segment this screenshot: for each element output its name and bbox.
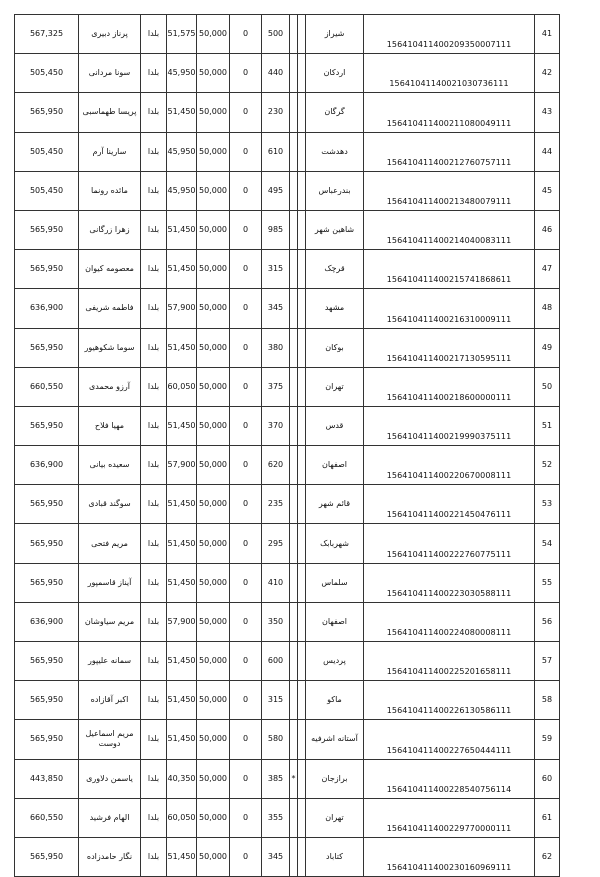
- empty-cell: [298, 132, 306, 171]
- row-number-cell: 55: [535, 563, 560, 602]
- mark-cell: [290, 328, 298, 367]
- status-cell: بلدا: [141, 15, 167, 54]
- person-name-cell: آرزو محمدی: [79, 367, 141, 406]
- person-name-cell: مریم اسماعیل دوست: [79, 720, 141, 759]
- quantity-cell: 315: [262, 250, 290, 289]
- code-cell: 156410411400226130586111: [364, 681, 535, 720]
- quantity-cell: 380: [262, 328, 290, 367]
- empty-cell: [298, 54, 306, 93]
- empty-cell: [298, 328, 306, 367]
- zero-cell: 0: [230, 681, 262, 720]
- person-name-cell: نگار حامدزاده: [79, 837, 141, 876]
- code-cell: 156410411400230160969111: [364, 837, 535, 876]
- amount-a-cell: 45,950: [167, 171, 197, 210]
- amount-a-cell: 57,900: [167, 602, 197, 641]
- table-row: [15, 759, 560, 798]
- table-row: [15, 250, 560, 289]
- code-cell: 156410411400227650444111: [364, 720, 535, 759]
- row-number-cell: 45: [535, 171, 560, 210]
- quantity-cell: 410: [262, 563, 290, 602]
- amount-a-cell: 60,050: [167, 367, 197, 406]
- person-name-cell: مریم سیاوشان: [79, 602, 141, 641]
- records-table: [14, 14, 560, 877]
- quantity-cell: 375: [262, 367, 290, 406]
- table-row: [15, 720, 560, 759]
- zero-cell: 0: [230, 406, 262, 445]
- city-cell: قدس: [306, 406, 364, 445]
- total-amount-cell: 565,950: [15, 837, 79, 876]
- total-amount-cell: 443,850: [15, 759, 79, 798]
- total-amount-cell: 565,950: [15, 563, 79, 602]
- mark-cell: [290, 642, 298, 681]
- zero-cell: 0: [230, 289, 262, 328]
- zero-cell: 0: [230, 15, 262, 54]
- person-name-cell: مریم فتحی: [79, 524, 141, 563]
- code-cell: 156410411400217130595111: [364, 328, 535, 367]
- row-number-cell: 57: [535, 642, 560, 681]
- total-amount-cell: 636,900: [15, 602, 79, 641]
- empty-cell: [298, 563, 306, 602]
- status-cell: بلدا: [141, 54, 167, 93]
- city-cell: شهربابک: [306, 524, 364, 563]
- quantity-cell: 345: [262, 289, 290, 328]
- quantity-cell: 580: [262, 720, 290, 759]
- status-cell: بلدا: [141, 328, 167, 367]
- quantity-cell: 495: [262, 171, 290, 210]
- total-amount-cell: 565,950: [15, 720, 79, 759]
- person-name-cell: سونا مردانی: [79, 54, 141, 93]
- quantity-cell: 500: [262, 15, 290, 54]
- empty-cell: [298, 485, 306, 524]
- empty-cell: [298, 837, 306, 876]
- row-number-cell: 53: [535, 485, 560, 524]
- total-amount-cell: 660,550: [15, 367, 79, 406]
- zero-cell: 0: [230, 132, 262, 171]
- city-cell: آستانه اشرفیه: [306, 720, 364, 759]
- quantity-cell: 370: [262, 406, 290, 445]
- status-cell: بلدا: [141, 798, 167, 837]
- city-cell: شیراز: [306, 15, 364, 54]
- person-name-cell: فاطمه شریفی: [79, 289, 141, 328]
- status-cell: بلدا: [141, 367, 167, 406]
- person-name-cell: مهیا فلاح: [79, 406, 141, 445]
- code-cell: 156410411400221450476111: [364, 485, 535, 524]
- total-amount-cell: 567,325: [15, 15, 79, 54]
- zero-cell: 0: [230, 93, 262, 132]
- person-name-cell: معصومه کیوان: [79, 250, 141, 289]
- code-cell: 156410411400213480079111: [364, 171, 535, 210]
- empty-cell: [298, 759, 306, 798]
- zero-cell: 0: [230, 250, 262, 289]
- zero-cell: 0: [230, 720, 262, 759]
- empty-cell: [298, 15, 306, 54]
- empty-cell: [298, 171, 306, 210]
- status-cell: بلدا: [141, 837, 167, 876]
- table-row: [15, 642, 560, 681]
- document-page: [14, 14, 559, 877]
- zero-cell: 0: [230, 642, 262, 681]
- city-cell: سلماس: [306, 563, 364, 602]
- status-cell: بلدا: [141, 681, 167, 720]
- quantity-cell: 355: [262, 798, 290, 837]
- row-number-cell: 41: [535, 15, 560, 54]
- total-amount-cell: 565,950: [15, 210, 79, 249]
- person-name-cell: پریسا طهماسبی: [79, 93, 141, 132]
- table-row: [15, 563, 560, 602]
- person-name-cell: اکبر آقازاده: [79, 681, 141, 720]
- amount-a-cell: 51,450: [167, 93, 197, 132]
- empty-cell: [298, 798, 306, 837]
- table-row: [15, 289, 560, 328]
- code-cell: 15641041140020935000711​1: [364, 15, 535, 54]
- quantity-cell: 230: [262, 93, 290, 132]
- table-body: [15, 15, 560, 877]
- mark-cell: [290, 406, 298, 445]
- table-row: [15, 54, 560, 93]
- amount-b-cell: 50,000: [197, 720, 230, 759]
- mark-cell: [290, 524, 298, 563]
- amount-b-cell: 50,000: [197, 485, 230, 524]
- quantity-cell: 345: [262, 837, 290, 876]
- mark-cell: [290, 210, 298, 249]
- mark-cell: [290, 602, 298, 641]
- mark-cell: [290, 171, 298, 210]
- table-row: [15, 798, 560, 837]
- person-name-cell: سارینا آرم: [79, 132, 141, 171]
- amount-b-cell: 50,000: [197, 524, 230, 563]
- amount-b-cell: 50,000: [197, 171, 230, 210]
- zero-cell: 0: [230, 524, 262, 563]
- quantity-cell: 295: [262, 524, 290, 563]
- row-number-cell: 48: [535, 289, 560, 328]
- amount-b-cell: 50,000: [197, 406, 230, 445]
- code-cell: 156410411400214040083111: [364, 210, 535, 249]
- city-cell: پردیس: [306, 642, 364, 681]
- status-cell: بلدا: [141, 132, 167, 171]
- city-cell: اردکان: [306, 54, 364, 93]
- status-cell: بلدا: [141, 485, 167, 524]
- status-cell: بلدا: [141, 171, 167, 210]
- mark-cell: [290, 681, 298, 720]
- total-amount-cell: 505,450: [15, 132, 79, 171]
- table-row: [15, 602, 560, 641]
- mark-cell: [290, 446, 298, 485]
- city-cell: تهران: [306, 798, 364, 837]
- amount-a-cell: 57,900: [167, 446, 197, 485]
- city-cell: تهران: [306, 367, 364, 406]
- zero-cell: 0: [230, 171, 262, 210]
- total-amount-cell: 565,950: [15, 93, 79, 132]
- table-row: [15, 406, 560, 445]
- code-cell: 156410411400222760775111: [364, 524, 535, 563]
- person-name-cell: زهرا زرگانی: [79, 210, 141, 249]
- table-row: [15, 681, 560, 720]
- person-name-cell: سمانه علیپور: [79, 642, 141, 681]
- table-row: [15, 367, 560, 406]
- row-number-cell: 56: [535, 602, 560, 641]
- amount-b-cell: 50,000: [197, 250, 230, 289]
- row-number-cell: 47: [535, 250, 560, 289]
- empty-cell: [298, 250, 306, 289]
- zero-cell: 0: [230, 485, 262, 524]
- row-number-cell: 43: [535, 93, 560, 132]
- total-amount-cell: 636,900: [15, 289, 79, 328]
- quantity-cell: 315: [262, 681, 290, 720]
- empty-cell: [298, 642, 306, 681]
- total-amount-cell: 565,950: [15, 485, 79, 524]
- total-amount-cell: 565,950: [15, 406, 79, 445]
- amount-b-cell: 50,000: [197, 328, 230, 367]
- status-cell: بلدا: [141, 406, 167, 445]
- total-amount-cell: 565,950: [15, 642, 79, 681]
- code-cell: 156410411400216310009111: [364, 289, 535, 328]
- amount-b-cell: 50,000: [197, 54, 230, 93]
- row-number-cell: 60: [535, 759, 560, 798]
- quantity-cell: 610: [262, 132, 290, 171]
- mark-cell: [290, 289, 298, 328]
- total-amount-cell: 505,450: [15, 171, 79, 210]
- row-number-cell: 59: [535, 720, 560, 759]
- amount-a-cell: 51,450: [167, 524, 197, 563]
- code-cell: 156410411400215741868611: [364, 250, 535, 289]
- zero-cell: 0: [230, 54, 262, 93]
- amount-b-cell: 50,000: [197, 132, 230, 171]
- person-name-cell: آیناز قاسمپور: [79, 563, 141, 602]
- total-amount-cell: 565,950: [15, 250, 79, 289]
- mark-cell: [290, 485, 298, 524]
- city-cell: برازجان: [306, 759, 364, 798]
- amount-a-cell: 40,350: [167, 759, 197, 798]
- amount-a-cell: 51,450: [167, 250, 197, 289]
- amount-b-cell: 50,000: [197, 837, 230, 876]
- amount-a-cell: 51,450: [167, 328, 197, 367]
- city-cell: قرچک: [306, 250, 364, 289]
- mark-cell: *: [290, 759, 298, 798]
- zero-cell: 0: [230, 328, 262, 367]
- mark-cell: [290, 563, 298, 602]
- empty-cell: [298, 406, 306, 445]
- quantity-cell: 385: [262, 759, 290, 798]
- amount-b-cell: 50,000: [197, 446, 230, 485]
- mark-cell: [290, 837, 298, 876]
- status-cell: بلدا: [141, 720, 167, 759]
- mark-cell: [290, 15, 298, 54]
- row-number-cell: 49: [535, 328, 560, 367]
- status-cell: بلدا: [141, 602, 167, 641]
- amount-a-cell: 51,450: [167, 485, 197, 524]
- empty-cell: [298, 720, 306, 759]
- mark-cell: [290, 367, 298, 406]
- code-cell: 156410411400219990375111: [364, 406, 535, 445]
- quantity-cell: 350: [262, 602, 290, 641]
- amount-b-cell: 50,000: [197, 367, 230, 406]
- zero-cell: 0: [230, 602, 262, 641]
- empty-cell: [298, 210, 306, 249]
- table-row: [15, 132, 560, 171]
- amount-b-cell: 50,000: [197, 642, 230, 681]
- city-cell: مشهد: [306, 289, 364, 328]
- table-row: [15, 93, 560, 132]
- empty-cell: [298, 367, 306, 406]
- quantity-cell: 985: [262, 210, 290, 249]
- status-cell: بلدا: [141, 93, 167, 132]
- row-number-cell: 46: [535, 210, 560, 249]
- person-name-cell: سوگند قبادی: [79, 485, 141, 524]
- status-cell: بلدا: [141, 289, 167, 328]
- person-name-cell: یاسمن دلاوری: [79, 759, 141, 798]
- code-cell: 156410411400229770000111: [364, 798, 535, 837]
- amount-b-cell: 50,000: [197, 15, 230, 54]
- code-cell: 156410411400220670008111: [364, 446, 535, 485]
- amount-a-cell: 51,450: [167, 406, 197, 445]
- city-cell: شاهین شهر: [306, 210, 364, 249]
- status-cell: بلدا: [141, 446, 167, 485]
- amount-b-cell: 50,000: [197, 93, 230, 132]
- quantity-cell: 440: [262, 54, 290, 93]
- table-row: [15, 15, 560, 54]
- mark-cell: [290, 798, 298, 837]
- code-cell: 156410411400223030588111: [364, 563, 535, 602]
- amount-b-cell: 50,000: [197, 798, 230, 837]
- person-name-cell: الهام فرشید: [79, 798, 141, 837]
- zero-cell: 0: [230, 367, 262, 406]
- amount-b-cell: 50,000: [197, 289, 230, 328]
- status-cell: بلدا: [141, 524, 167, 563]
- city-cell: بوکان: [306, 328, 364, 367]
- mark-cell: [290, 720, 298, 759]
- amount-b-cell: 50,000: [197, 759, 230, 798]
- row-number-cell: 51: [535, 406, 560, 445]
- quantity-cell: 235: [262, 485, 290, 524]
- code-cell: 156410411400212760757111: [364, 132, 535, 171]
- total-amount-cell: 565,950: [15, 681, 79, 720]
- code-cell: 156410411400224080008111: [364, 602, 535, 641]
- table-row: [15, 446, 560, 485]
- zero-cell: 0: [230, 446, 262, 485]
- amount-b-cell: 50,000: [197, 602, 230, 641]
- amount-a-cell: 45,950: [167, 54, 197, 93]
- amount-a-cell: 51,450: [167, 210, 197, 249]
- table-row: [15, 837, 560, 876]
- code-cell: 156410411400210307361​11: [364, 54, 535, 93]
- zero-cell: 0: [230, 563, 262, 602]
- row-number-cell: 58: [535, 681, 560, 720]
- amount-a-cell: 60,050: [167, 798, 197, 837]
- mark-cell: [290, 54, 298, 93]
- quantity-cell: 620: [262, 446, 290, 485]
- city-cell: اصفهان: [306, 602, 364, 641]
- zero-cell: 0: [230, 798, 262, 837]
- row-number-cell: 42: [535, 54, 560, 93]
- table-row: [15, 210, 560, 249]
- status-cell: بلدا: [141, 210, 167, 249]
- city-cell: بندرعباس: [306, 171, 364, 210]
- mark-cell: [290, 93, 298, 132]
- empty-cell: [298, 602, 306, 641]
- mark-cell: [290, 132, 298, 171]
- code-cell: 156410411400228540756114: [364, 759, 535, 798]
- quantity-cell: 600: [262, 642, 290, 681]
- row-number-cell: 61: [535, 798, 560, 837]
- empty-cell: [298, 289, 306, 328]
- table-row: [15, 524, 560, 563]
- empty-cell: [298, 93, 306, 132]
- zero-cell: 0: [230, 759, 262, 798]
- amount-a-cell: 51,450: [167, 642, 197, 681]
- amount-a-cell: 57,900: [167, 289, 197, 328]
- table-row: [15, 171, 560, 210]
- status-cell: بلدا: [141, 642, 167, 681]
- zero-cell: 0: [230, 837, 262, 876]
- amount-b-cell: 50,000: [197, 681, 230, 720]
- total-amount-cell: 660,550: [15, 798, 79, 837]
- code-cell: 156410411400218600000111: [364, 367, 535, 406]
- amount-a-cell: 51,450: [167, 563, 197, 602]
- person-name-cell: سعیده بیانی: [79, 446, 141, 485]
- amount-a-cell: 51,450: [167, 837, 197, 876]
- status-cell: بلدا: [141, 250, 167, 289]
- empty-cell: [298, 681, 306, 720]
- amount-a-cell: 45,950: [167, 132, 197, 171]
- total-amount-cell: 505,450: [15, 54, 79, 93]
- city-cell: ماکو: [306, 681, 364, 720]
- total-amount-cell: 636,900: [15, 446, 79, 485]
- city-cell: دهدشت: [306, 132, 364, 171]
- city-cell: اصفهان: [306, 446, 364, 485]
- city-cell: کتاباد: [306, 837, 364, 876]
- code-cell: 156410411400225201658111: [364, 642, 535, 681]
- row-number-cell: 50: [535, 367, 560, 406]
- amount-b-cell: 50,000: [197, 563, 230, 602]
- code-cell: 156410411400211080049111: [364, 93, 535, 132]
- row-number-cell: 52: [535, 446, 560, 485]
- status-cell: بلدا: [141, 563, 167, 602]
- amount-a-cell: 51,450: [167, 681, 197, 720]
- empty-cell: [298, 446, 306, 485]
- person-name-cell: پرناز دبیری: [79, 15, 141, 54]
- city-cell: گرگان: [306, 93, 364, 132]
- city-cell: قائم شهر: [306, 485, 364, 524]
- row-number-cell: 54: [535, 524, 560, 563]
- person-name-cell: مائده رونما: [79, 171, 141, 210]
- total-amount-cell: 565,950: [15, 524, 79, 563]
- total-amount-cell: 565,950: [15, 328, 79, 367]
- mark-cell: [290, 250, 298, 289]
- zero-cell: 0: [230, 210, 262, 249]
- person-name-cell: سوما شکوهیور: [79, 328, 141, 367]
- row-number-cell: 44: [535, 132, 560, 171]
- empty-cell: [298, 524, 306, 563]
- table-row: [15, 328, 560, 367]
- amount-b-cell: 50,000: [197, 210, 230, 249]
- table-row: [15, 485, 560, 524]
- amount-a-cell: 51,450: [167, 720, 197, 759]
- row-number-cell: 62: [535, 837, 560, 876]
- amount-a-cell: 51,575: [167, 15, 197, 54]
- status-cell: بلدا: [141, 759, 167, 798]
